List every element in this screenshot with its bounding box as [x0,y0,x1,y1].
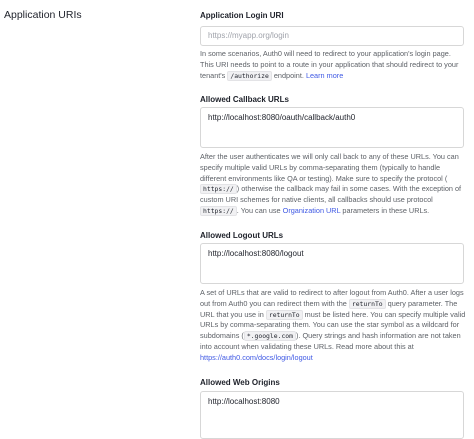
login-uri-label: Application Login URI [200,11,284,20]
organization-url-link[interactable]: Organization URL [282,205,341,215]
wildcard-code: *.google.com [244,331,296,341]
logout-urls-help: A set of URLs that are valid to redirect to after logout from Auth0. After a user logs out from Auth0 you can redirect them with the returnTo query parameter. The URL that you use in returnTo must be listed here. You can specify multiple valid URLs by comma-separating them. You can use the star symbol as a wildcard for subdomains ( *.google.com ). Query strings and hash information are not taken into account when validating these URLs. Read more about this at https://auth0.com/docs/login/logout [200,288,466,362]
https-code-2: https:// [200,206,237,216]
learn-more-link[interactable]: Learn more [305,70,344,80]
web-origins-textarea[interactable] [200,391,464,439]
returnto-code-1: returnTo [349,299,386,309]
web-origins-label: Allowed Web Origins [200,378,280,387]
callback-urls-textarea[interactable] [200,107,464,148]
login-uri-input[interactable]: https://myapp.org/login [200,26,464,46]
authorize-code: /authorize [227,71,271,81]
logout-docs-link[interactable]: https://auth0.com/docs/login/logout [200,352,313,362]
callback-urls-label: Allowed Callback URLs [200,95,289,104]
callback-urls-help: After the user authenticates we will only call back to any of these URLs. You can specify multiple valid URLs by comma-separating them (typically to handle different environments like QA or testing). Make sure to specify the protocol (https:// ) otherwise the callback may fail in some cases. With the exception of custom URI schemes for native clients, all callbacks should use protocol https:// . You can use Organization URL parameters in these URLs. [200,152,462,215]
web-origins-value: http://localhost:8080 [208,397,280,406]
https-code-1: https:// [200,184,237,194]
callback-urls-value: http://localhost:8080/oauth/callback/auth0 [208,113,356,122]
section-title: Application URIs [4,9,82,21]
logout-urls-textarea[interactable] [200,243,464,284]
returnto-code-2: returnTo [266,310,303,320]
login-uri-help: In some scenarios, Auth0 will need to redirect to your application's login page. This URI needs to point to a route in your application that should redirect to your tenant's /authorize endpoint. Learn more [200,49,459,80]
logout-urls-label: Allowed Logout URLs [200,231,284,240]
logout-urls-value: http://localhost:8080/logout [208,249,304,258]
